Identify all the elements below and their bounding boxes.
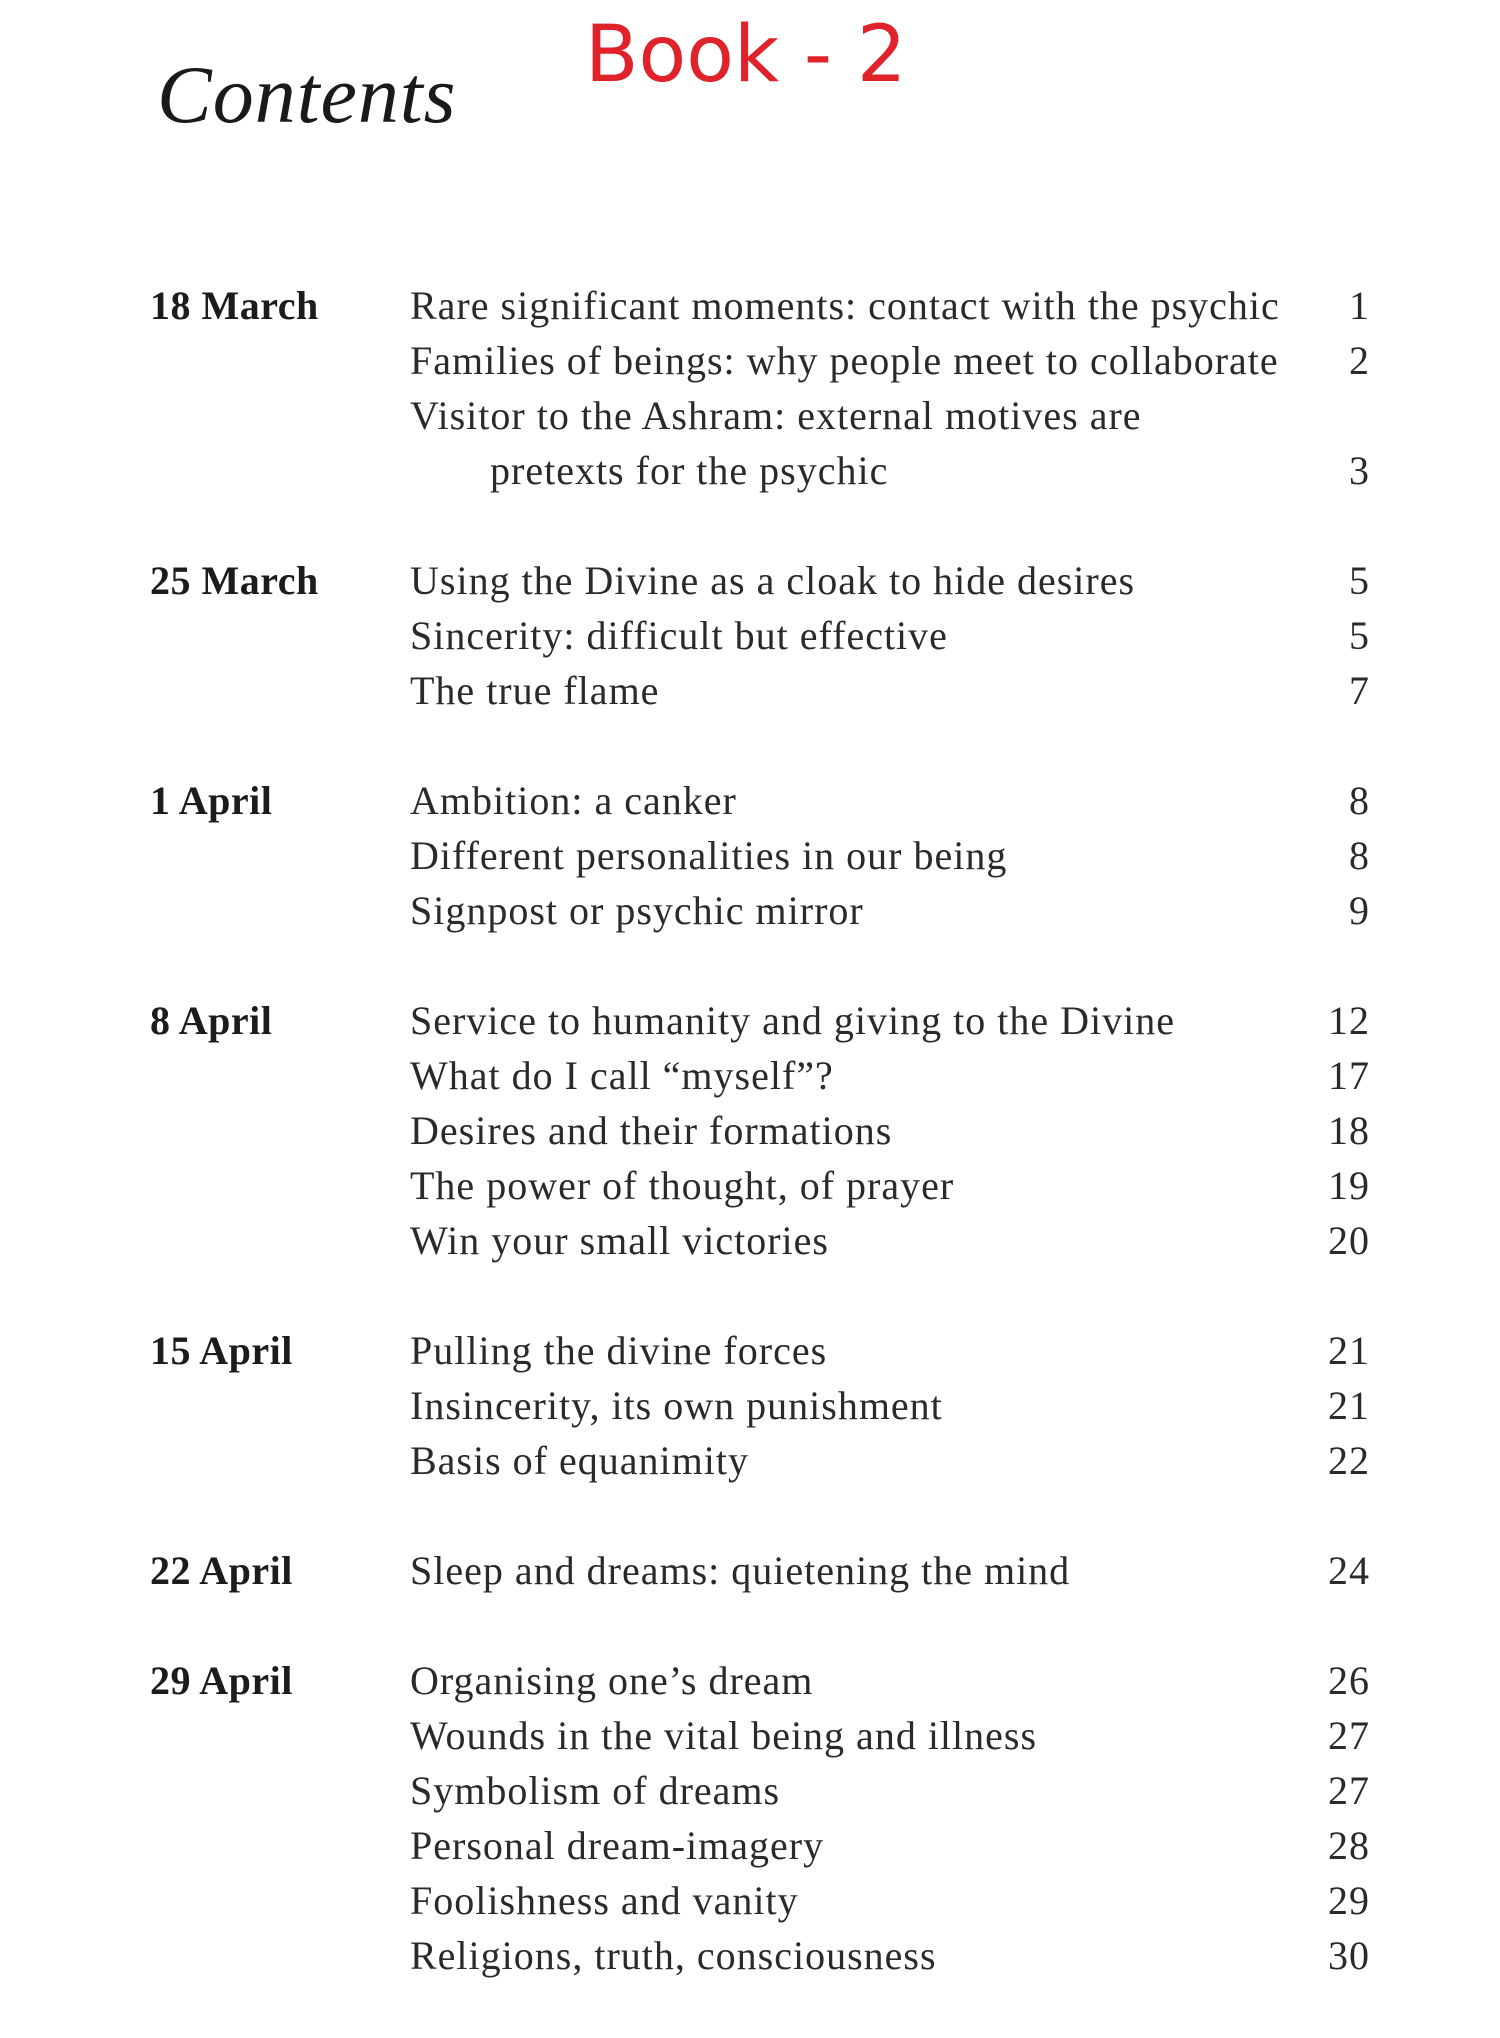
toc-entry (150, 1818, 1370, 1873)
entry-title-block (410, 663, 1310, 718)
entry-title: Using the Divine as a cloak to hide desires (410, 558, 1136, 603)
section-date: 29 April (150, 1658, 293, 1703)
entry-title-block (410, 883, 1310, 938)
entry-title-block (410, 1158, 1310, 1213)
section-date: 25 March (150, 558, 319, 603)
entry-title: The power of thought, of prayer (410, 1163, 955, 1208)
toc-entry (150, 333, 1370, 388)
entry-page-number: 26 (1328, 1658, 1370, 1703)
entry-page-number: 24 (1328, 1548, 1370, 1593)
entry-page-number: 27 (1328, 1713, 1370, 1758)
entry-title: Visitor to the Ashram: external motives are (410, 393, 1142, 438)
toc-entry (150, 1708, 1370, 1763)
entry-page-number: 27 (1328, 1768, 1370, 1813)
entry-title-block (410, 1323, 1310, 1378)
entry-page-number: 21 (1328, 1328, 1370, 1373)
toc-section (150, 1323, 1370, 1488)
entry-title-block (410, 1873, 1310, 1928)
entry-page-number: 3 (1349, 448, 1370, 493)
toc-entry (150, 773, 1370, 828)
toc-section (150, 278, 1370, 498)
toc-entry (150, 1103, 1370, 1158)
table-of-contents (150, 278, 1370, 2038)
section-date: 8 April (150, 998, 273, 1043)
entry-title-block (410, 773, 1310, 828)
entry-title: Wounds in the vital being and illness (410, 1713, 1038, 1758)
entry-title-block (410, 1818, 1310, 1873)
entry-page-number: 2 (1349, 338, 1370, 383)
entry-title: Rare significant moments: contact with the psychic (410, 283, 1280, 328)
entry-title-block (410, 1653, 1310, 1708)
toc-entry (150, 1213, 1370, 1268)
entry-title-block (410, 553, 1310, 608)
section-date: 1 April (150, 778, 273, 823)
entry-title: Ambition: a canker (410, 778, 737, 823)
entry-title-block (410, 278, 1310, 333)
entry-page-number: 30 (1328, 1933, 1370, 1978)
toc-section (150, 993, 1370, 1268)
toc-section (150, 773, 1370, 938)
entry-title-block (410, 1213, 1310, 1268)
toc-entry (150, 993, 1370, 1048)
entry-title: Insincerity, its own punishment (410, 1383, 943, 1428)
toc-section (150, 553, 1370, 718)
entry-page-number: 12 (1328, 998, 1370, 1043)
toc-entry (150, 1873, 1370, 1928)
toc-section (150, 1653, 1370, 1983)
entry-title-block (410, 1708, 1310, 1763)
entry-title-block (410, 1763, 1310, 1818)
entry-page-number: 22 (1328, 1438, 1370, 1483)
entry-title: Win your small victories (410, 1218, 829, 1263)
section-date: 15 April (150, 1328, 293, 1373)
toc-entry (150, 1048, 1370, 1103)
entry-title: Organising one’s dream (410, 1658, 814, 1703)
entry-page-number: 9 (1349, 888, 1370, 933)
entry-title-block (410, 388, 1310, 498)
toc-entry (150, 1323, 1370, 1378)
toc-entry (150, 1763, 1370, 1818)
entry-page-number: 8 (1349, 833, 1370, 878)
toc-entry (150, 663, 1370, 718)
entry-title: The true flame (410, 668, 660, 713)
toc-entry (150, 388, 1370, 498)
entry-title: Service to humanity and giving to the Divine (410, 998, 1175, 1043)
toc-entry (150, 1158, 1370, 1213)
entry-title: Personal dream-imagery (410, 1823, 825, 1868)
entry-title-block (410, 1543, 1310, 1598)
entry-page-number: 8 (1349, 778, 1370, 823)
entry-title: Sincerity: difficult but effective (410, 613, 948, 658)
entry-page-number: 21 (1328, 1383, 1370, 1428)
toc-entry (150, 883, 1370, 938)
entry-title: Pulling the divine forces (410, 1328, 828, 1373)
entry-title-block (410, 1378, 1310, 1433)
book-label: Book - 2 (585, 10, 907, 100)
toc-entry (150, 553, 1370, 608)
toc-entry (150, 278, 1370, 333)
entry-title-continuation: pretexts for the psychic (490, 448, 889, 493)
entry-page-number: 5 (1349, 613, 1370, 658)
toc-entry (150, 1653, 1370, 1708)
toc-entry (150, 1928, 1370, 1983)
entry-title: Desires and their formations (410, 1108, 893, 1153)
entry-page-number: 19 (1328, 1163, 1370, 1208)
entry-page-number: 7 (1349, 668, 1370, 713)
entry-title: Signpost or psychic mirror (410, 888, 864, 933)
entry-title: What do I call “myself”? (410, 1053, 834, 1098)
entry-page-number: 18 (1328, 1108, 1370, 1153)
toc-entry (150, 1543, 1370, 1598)
entry-page-number: 20 (1328, 1218, 1370, 1263)
entry-title-block (410, 608, 1310, 663)
entry-page-number: 1 (1349, 283, 1370, 328)
entry-title: Foolishness and vanity (410, 1878, 799, 1923)
entry-title: Basis of equanimity (410, 1438, 749, 1483)
entry-title-block (410, 1048, 1310, 1103)
entry-title: Families of beings: why people meet to collaborate (410, 338, 1279, 383)
toc-entry (150, 608, 1370, 663)
entry-title-block (410, 1433, 1310, 1488)
section-date: 18 March (150, 283, 319, 328)
entry-title-block (410, 1103, 1310, 1158)
toc-section (150, 1543, 1370, 1598)
entry-title: Different personalities in our being (410, 833, 1008, 878)
entry-title-block (410, 993, 1310, 1048)
entry-title-block (410, 828, 1310, 883)
toc-entry (150, 1433, 1370, 1488)
entry-page-number: 28 (1328, 1823, 1370, 1868)
entry-title-block (410, 333, 1310, 388)
section-date: 22 April (150, 1548, 293, 1593)
toc-entry (150, 1378, 1370, 1433)
page-title: Contents (157, 49, 457, 140)
entry-page-number: 5 (1349, 558, 1370, 603)
entry-title-block (410, 1928, 1310, 1983)
entry-title: Religions, truth, consciousness (410, 1933, 937, 1978)
entry-page-number: 29 (1328, 1878, 1370, 1923)
entry-title: Sleep and dreams: quietening the mind (410, 1548, 1071, 1593)
toc-entry (150, 828, 1370, 883)
entry-title: Symbolism of dreams (410, 1768, 781, 1813)
entry-page-number: 17 (1328, 1053, 1370, 1098)
